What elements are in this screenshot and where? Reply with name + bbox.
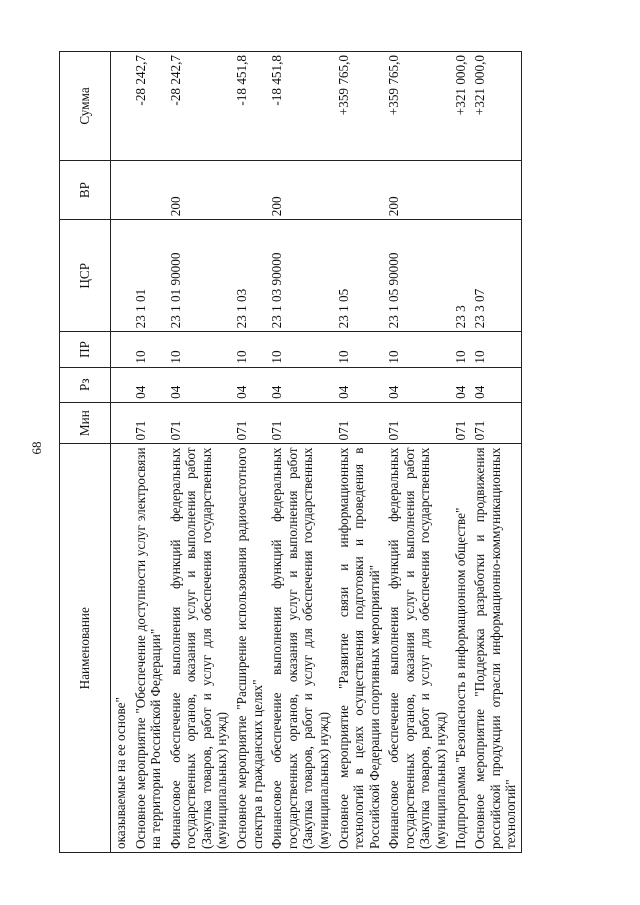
table-row — [451, 52, 471, 853]
cell-vr — [131, 160, 166, 219]
cell-vr — [470, 160, 521, 219]
cell-min: 071 — [451, 402, 471, 444]
cell-vr: 200 — [166, 160, 232, 219]
cell-pr: 10 — [384, 332, 450, 367]
cell-rz: 04 — [451, 367, 471, 402]
cell-sum: +321 000,0 — [470, 52, 521, 161]
cell-min: 071 — [267, 402, 333, 444]
header-vr: ВР — [60, 160, 111, 219]
cell-pr: 10 — [470, 332, 521, 367]
cell-pr: 10 — [166, 332, 232, 367]
cell-min — [111, 402, 131, 444]
cell-csr — [111, 220, 131, 332]
table-row — [384, 52, 450, 853]
cell-pr: 10 — [334, 332, 385, 367]
cell-csr: 23 1 03 — [232, 220, 267, 332]
cell-vr — [451, 160, 471, 219]
cell-csr: 23 3 07 — [470, 220, 521, 332]
cell-min: 071 — [131, 402, 166, 444]
cell-csr: 23 1 05 — [334, 220, 385, 332]
budget-table — [59, 51, 522, 853]
table-row — [131, 52, 166, 853]
header-row — [60, 52, 111, 853]
cell-name: Основное мероприятие "Расширение использования радиочастотного спектра в гражданских целях" — [232, 444, 267, 853]
cell-rz: 04 — [131, 367, 166, 402]
cell-sum: -18 451,8 — [267, 52, 333, 161]
cell-name: Финансовое обеспечение выполнения функций федеральных государственных органов, оказания услуг и выполнения работ (Закупка товаров, работ и услуг для обеспечения государственных (муниципальных) нужд) — [384, 444, 450, 853]
cell-sum: -28 242,7 — [166, 52, 232, 161]
header-csr: ЦСР — [60, 220, 111, 332]
cell-rz: 04 — [470, 367, 521, 402]
cell-name: Основное мероприятие "Поддержка разработки и продвижения российской продукции отрасли информационно-коммуникационных технологий" — [470, 444, 521, 853]
cell-name: Финансовое обеспечение выполнения функций федеральных государственных органов, оказания услуг и выполнения работ (Закупка товаров, работ и услуг для обеспечения государственных (муниципальных) нужд) — [166, 444, 232, 853]
cell-rz: 04 — [166, 367, 232, 402]
cell-sum: +359 765,0 — [384, 52, 450, 161]
table-row — [267, 52, 333, 853]
header-min: Мин — [60, 402, 111, 444]
cell-pr: 10 — [451, 332, 471, 367]
cell-sum: +321 000,0 — [451, 52, 471, 161]
cell-rz — [111, 367, 131, 402]
table-row — [470, 52, 521, 853]
cell-name: Подпрограмма "Безопасность в информационном обществе" — [451, 444, 471, 853]
cell-rz: 04 — [267, 367, 333, 402]
cell-name: Основное мероприятие "Развитие связи и информационных технологий в целях осуществления подготовки и проведения в Российской Федерации спортивных мероприятий" — [334, 444, 385, 853]
table-row — [334, 52, 385, 853]
cell-csr: 23 1 01 90000 — [166, 220, 232, 332]
cell-pr: 10 — [267, 332, 333, 367]
cell-csr: 23 1 01 — [131, 220, 166, 332]
rotated-page — [59, 51, 591, 853]
cell-min: 071 — [384, 402, 450, 444]
cell-rz: 04 — [384, 367, 450, 402]
header-pr: ПР — [60, 332, 111, 367]
cell-sum: -28 242,7 — [131, 52, 166, 161]
cell-pr — [111, 332, 131, 367]
cell-vr — [232, 160, 267, 219]
table-row — [111, 52, 131, 853]
cell-sum — [111, 52, 131, 161]
cell-vr — [334, 160, 385, 219]
header-rz: Рз — [60, 367, 111, 402]
cell-min: 071 — [166, 402, 232, 444]
cell-pr: 10 — [232, 332, 267, 367]
header-sum: Сумма — [60, 52, 111, 161]
cell-pr: 10 — [131, 332, 166, 367]
cell-csr: 23 3 — [451, 220, 471, 332]
cell-vr — [111, 160, 131, 219]
cell-vr: 200 — [384, 160, 450, 219]
cell-min: 071 — [232, 402, 267, 444]
cell-rz: 04 — [232, 367, 267, 402]
table-row — [232, 52, 267, 853]
cell-rz: 04 — [334, 367, 385, 402]
table-row — [166, 52, 232, 853]
cell-sum: +359 765,0 — [334, 52, 385, 161]
cell-csr: 23 1 05 90000 — [384, 220, 450, 332]
cell-sum: -18 451,8 — [232, 52, 267, 161]
cell-min: 071 — [334, 402, 385, 444]
header-name: Наименование — [60, 444, 111, 853]
cell-min: 071 — [470, 402, 521, 444]
cell-name: Финансовое обеспечение выполнения функций федеральных государственных органов, оказания услуг и выполнения работ (Закупка товаров, работ и услуг для обеспечения государственных (муниципальных) нужд) — [267, 444, 333, 853]
cell-vr: 200 — [267, 160, 333, 219]
cell-name: оказываемые на ее основе" — [111, 444, 131, 853]
cell-name: Основное мероприятие "Обеспечение доступности услуг электросвязи на территории Российской Федерации" — [131, 444, 166, 853]
cell-csr: 23 1 03 90000 — [267, 220, 333, 332]
page-number: 68 — [29, 441, 44, 455]
